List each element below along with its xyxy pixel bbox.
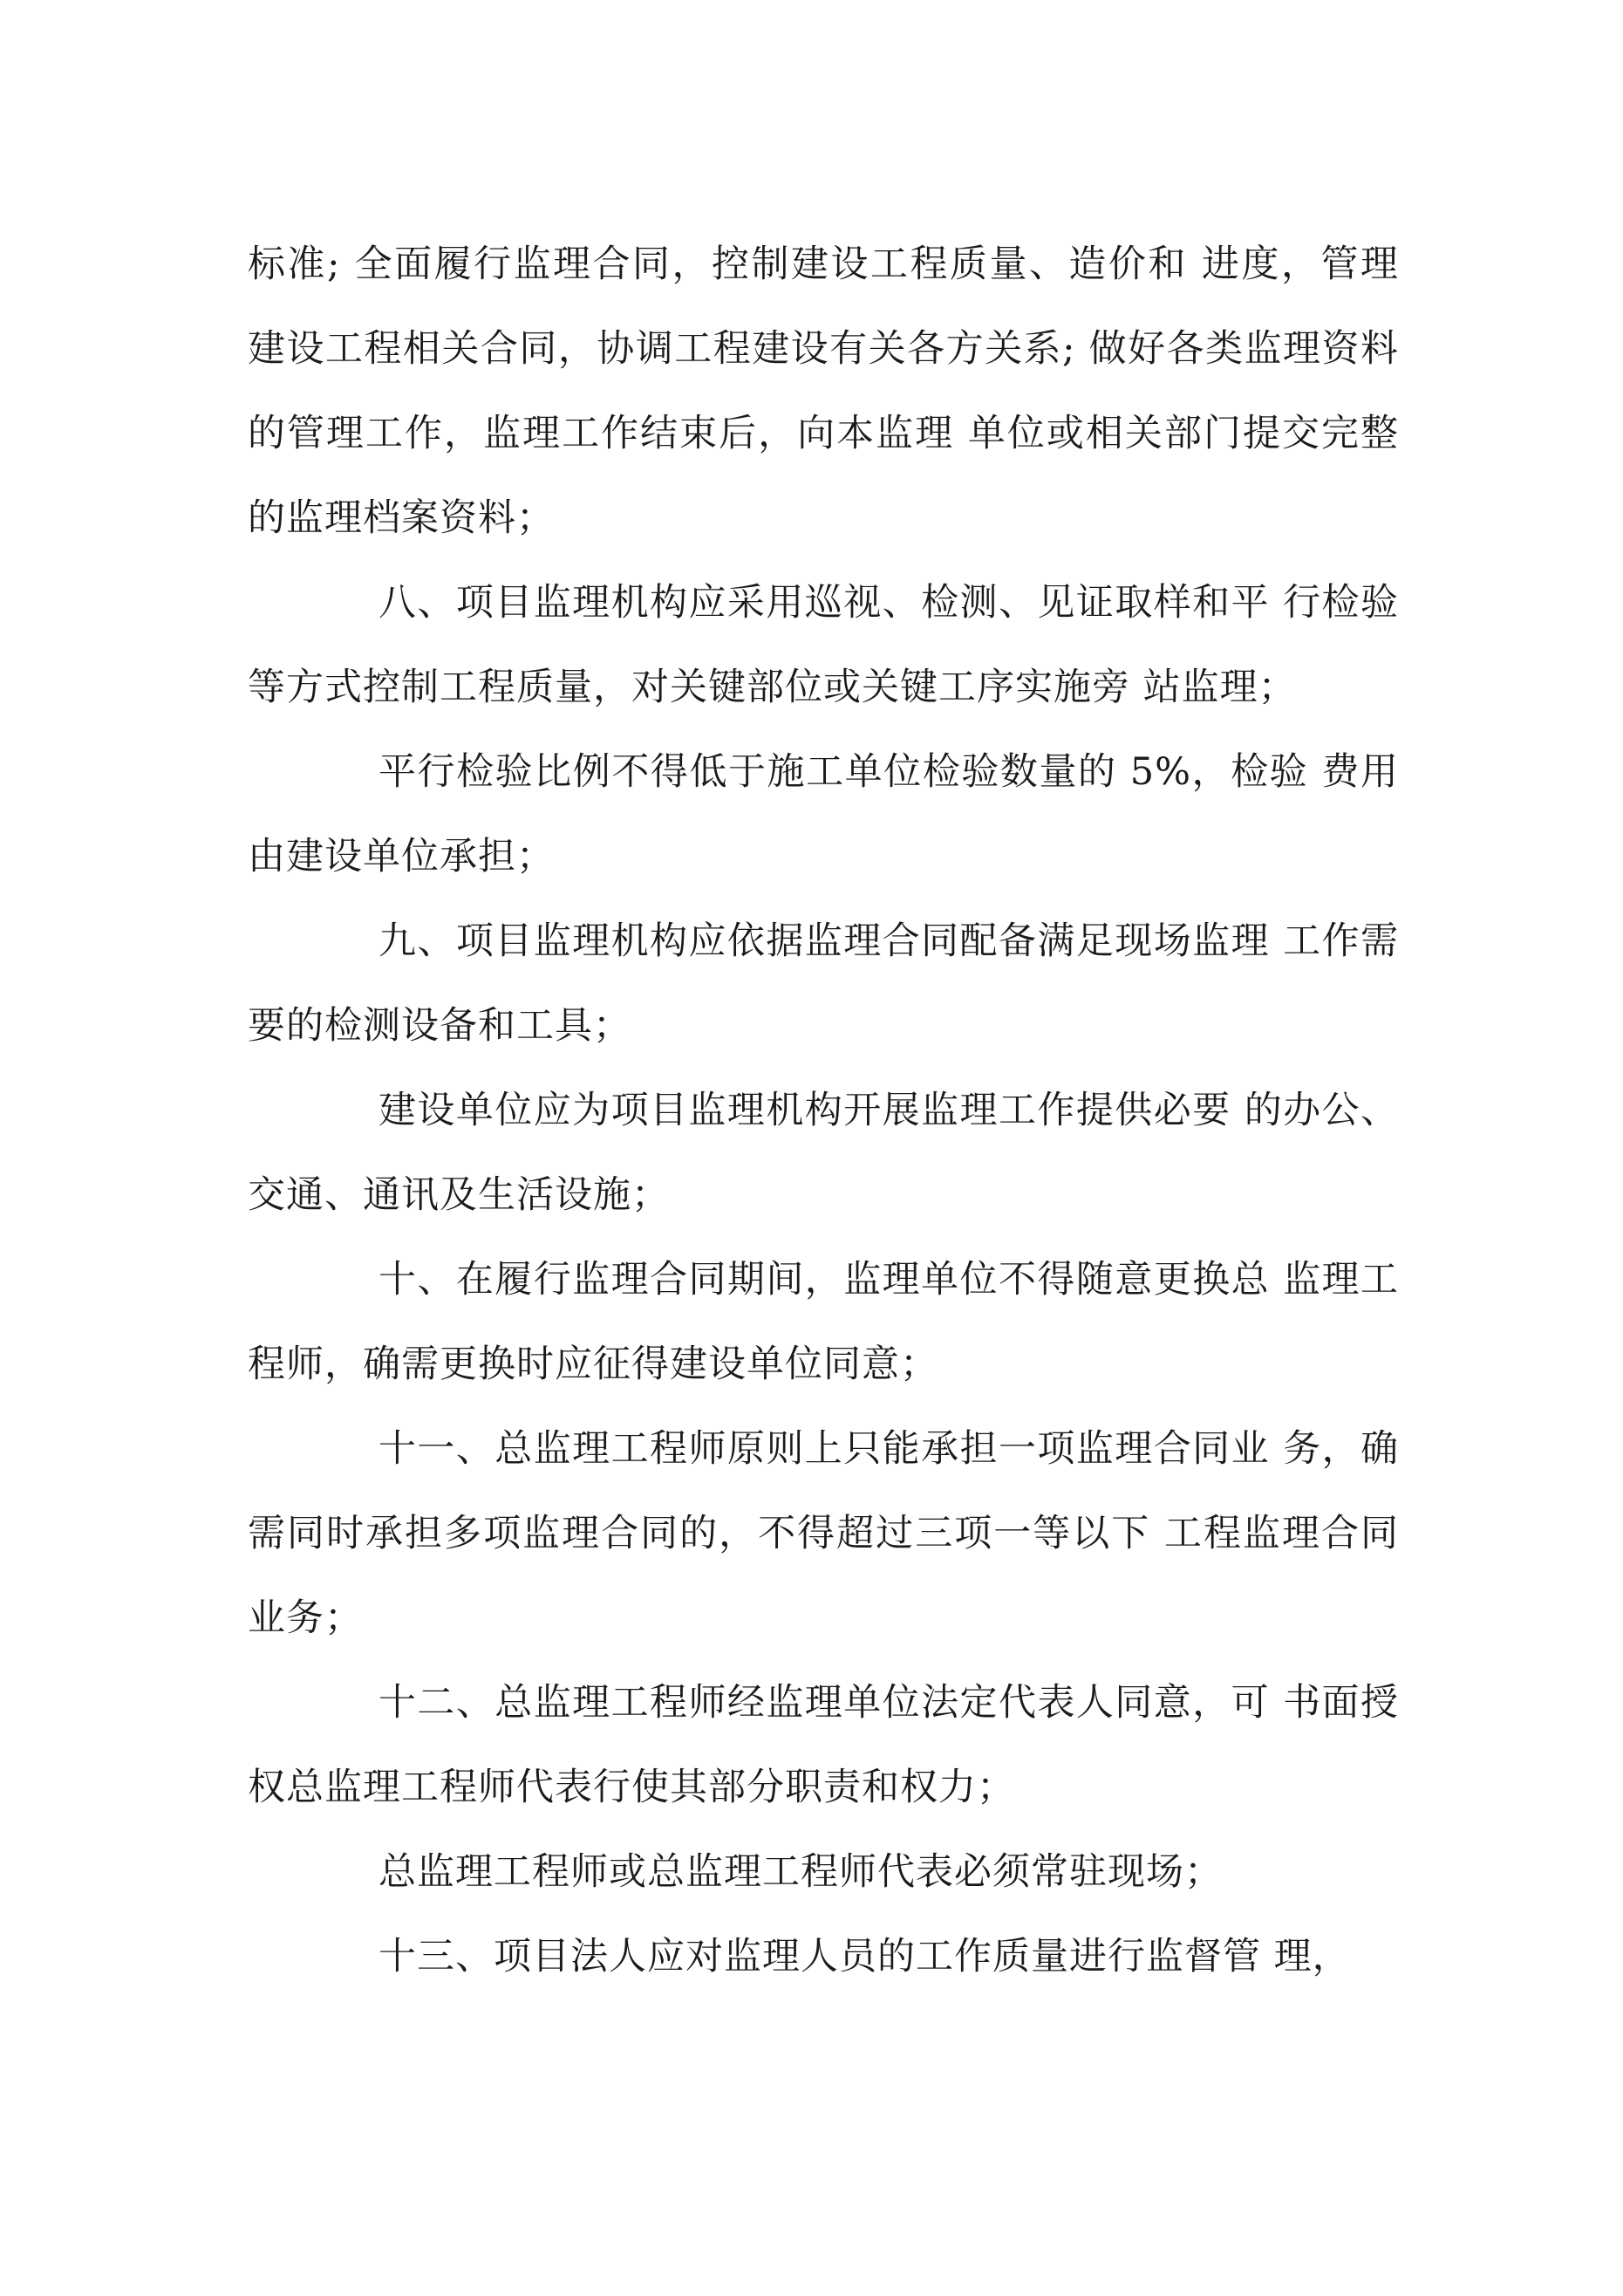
- paragraph-clause-11: 十一、总监理工程师原则上只能承担一项监理合同业 务，确需同时承担多项监理合同的，不得超过三项一等以下 工程监理合同业务；: [248, 1427, 1399, 1640]
- paragraph-facilities: 建设单位应为项目监理机构开展监理工作提供必要 的办公、交通、通讯及生活设施；: [248, 1089, 1399, 1217]
- paragraph-1: 标准; 全面履行监理合同，控制建设工程质量、造价和 进度，管理建设工程相关合同，协调工程建设有关各方关系; 做好各类监理资料的管理工作，监理工作结束后，向本监理 单位或相关部门提交完整的监理档案资料；: [248, 243, 1399, 540]
- document-body: [248, 222, 1399, 1999]
- paragraph-clause-10: 十、在履行监理合同期间，监理单位不得随意更换总 监理工程师，确需更换时应征得建设单位同意；: [248, 1258, 1399, 1386]
- paragraph-clause-8: 八、项目监理机构应采用巡视、检测、见证取样和平 行检验等方式控制工程质量，对关键部位或关键工序实施旁 站监理；: [248, 581, 1399, 709]
- paragraph-clause-9: 九、项目监理机构应依据监理合同配备满足现场监理 工作需要的检测设备和工具；: [248, 919, 1399, 1048]
- paragraph-onsite: 总监理工程师或总监理工程师代表必须常驻现场；: [378, 1850, 1223, 1894]
- paragraph-clause-12: 十二、总监理工程师经监理单位法定代表人同意，可 书面授权总监理工程师代表行使其部分职责和权力；: [248, 1681, 1399, 1809]
- paragraph-clause-13: 十三、项目法人应对监理人员的工作质量进行监督管 理，: [378, 1935, 1351, 1978]
- paragraph-parallel-inspection: 平行检验比例不得低于施工单位检验数量的 5%，检验 费用由建设单位承担；: [248, 750, 1399, 878]
